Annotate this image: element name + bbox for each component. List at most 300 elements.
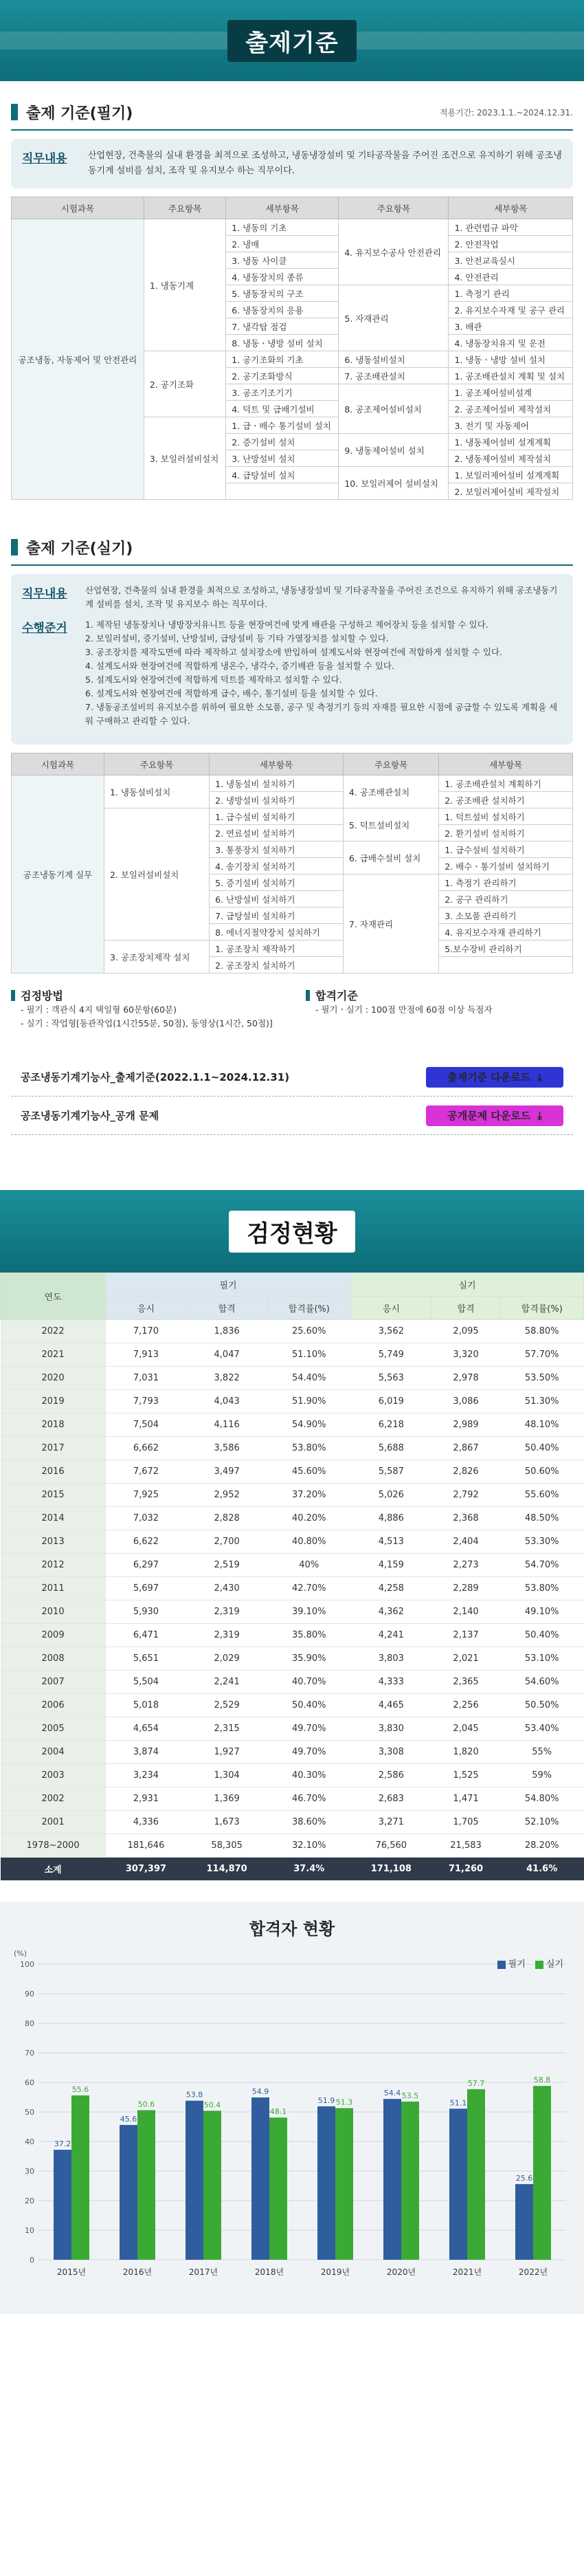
bar bbox=[467, 2089, 485, 2260]
stat-cell: 1,471 bbox=[431, 1787, 500, 1811]
stat-cell: 4,465 bbox=[351, 1694, 432, 1717]
sub-item-cell: 2. 안전작업 bbox=[449, 236, 573, 252]
download-label: 공조냉동기계기능사_공개 문제 bbox=[21, 1110, 159, 1122]
sub-item-cell: 5. 냉동장치의 구조 bbox=[226, 285, 339, 302]
stat-cell: 5,018 bbox=[106, 1694, 187, 1717]
stat-cell: 53.80% bbox=[267, 1437, 351, 1460]
stat-cell: 55.60% bbox=[500, 1484, 584, 1507]
sub-item-cell: 7. 냉각탑 점검 bbox=[226, 318, 339, 335]
stat-cell: 53.80% bbox=[500, 1577, 584, 1600]
stat-cell: 2,095 bbox=[431, 1320, 500, 1343]
banner-title: 출제기준 bbox=[227, 20, 356, 62]
stat-row bbox=[1, 1554, 584, 1577]
stat-cell: 54.90% bbox=[267, 1413, 351, 1437]
stat-cell: 4,336 bbox=[106, 1811, 187, 1834]
stat-cell: 2,273 bbox=[431, 1554, 500, 1577]
stat-cell: 2,952 bbox=[186, 1484, 267, 1507]
written-section-header bbox=[0, 81, 584, 122]
duty-label: 직무내용 bbox=[22, 152, 67, 166]
practical-title: 출제 기준(실기) bbox=[26, 540, 133, 558]
year-cell: 2022 bbox=[1, 1320, 106, 1343]
stat-cell: 4,654 bbox=[106, 1717, 187, 1741]
year-cell: 2009 bbox=[1, 1624, 106, 1647]
bar bbox=[71, 2095, 89, 2260]
main-item-cell: 7. 공조배관설치 bbox=[339, 368, 449, 384]
year-cell: 2019 bbox=[1, 1390, 106, 1413]
stat-row bbox=[1, 1367, 584, 1390]
stat-cell: 4,116 bbox=[186, 1413, 267, 1437]
stat-cell: 7,913 bbox=[106, 1343, 187, 1367]
stat-cell: 2,700 bbox=[186, 1530, 267, 1554]
sub-item-cell: 3. 통풍장치 설치하기 bbox=[210, 841, 344, 858]
main-item-cell: 2. 공기조화 bbox=[144, 351, 225, 417]
stat-row bbox=[1, 1600, 584, 1624]
stat-column-header: 합격 bbox=[186, 1297, 267, 1320]
bar bbox=[120, 2125, 137, 2260]
pass-title: 합격기준 bbox=[315, 989, 358, 1002]
stat-cell: 2,256 bbox=[431, 1694, 500, 1717]
stat-cell: 53.50% bbox=[500, 1367, 584, 1390]
stat-cell: 5,587 bbox=[351, 1460, 432, 1484]
sub-item-cell: 4. 안전관리 bbox=[449, 269, 573, 285]
main-item-cell: 5. 덕트설비설치 bbox=[343, 808, 438, 841]
stat-cell: 2,519 bbox=[186, 1554, 267, 1577]
stat-cell: 2,931 bbox=[106, 1787, 187, 1811]
stat-cell: 2,289 bbox=[431, 1577, 500, 1600]
stat-cell: 1,304 bbox=[186, 1764, 267, 1787]
main-item-cell: 3. 공조장치제작 설치 bbox=[104, 940, 209, 973]
total-label: 소계 bbox=[1, 1858, 106, 1881]
stat-cell: 54.80% bbox=[500, 1787, 584, 1811]
sub-item-cell: 1. 측정기 관리하기 bbox=[439, 874, 573, 891]
stat-cell: 4,333 bbox=[351, 1671, 432, 1694]
download-icon: ⤓ bbox=[537, 1109, 542, 1122]
chart-legend bbox=[497, 1957, 563, 1970]
method-block bbox=[11, 987, 278, 1031]
main-item-cell: 4. 공조배관설치 bbox=[343, 775, 438, 808]
stat-cell: 3,320 bbox=[431, 1343, 500, 1367]
stat-cell: 76,560 bbox=[351, 1834, 432, 1858]
stat-cell: 2,989 bbox=[431, 1413, 500, 1437]
stat-cell: 4,241 bbox=[351, 1624, 432, 1647]
stat-cell: 2,319 bbox=[186, 1624, 267, 1647]
sub-item-cell: 4. 냉동장치유지 및 운전 bbox=[449, 335, 573, 351]
divider bbox=[11, 129, 573, 131]
stat-cell: 4,886 bbox=[351, 1507, 432, 1530]
total-cell: 171,108 bbox=[351, 1858, 432, 1881]
bar bbox=[269, 2117, 287, 2260]
sub-item-cell: 3. 배관 bbox=[449, 318, 573, 335]
year-cell: 2018 bbox=[1, 1413, 106, 1437]
y-tick-label: 20 bbox=[25, 2197, 34, 2205]
sub-item-cell: 1. 급ㆍ배수 통기설비 설치 bbox=[226, 417, 339, 434]
stat-cell: 48.10% bbox=[500, 1413, 584, 1437]
stat-cell: 3,271 bbox=[351, 1811, 432, 1834]
bar bbox=[186, 2101, 203, 2260]
stat-row bbox=[1, 1834, 584, 1858]
total-cell: 307,397 bbox=[106, 1858, 187, 1881]
stat-cell: 28.20% bbox=[500, 1834, 584, 1858]
method-line: - 필기 : 객관식 4지 택일형 60문항(60분) bbox=[21, 1004, 177, 1015]
year-cell: 2008 bbox=[1, 1647, 106, 1671]
stat-cell: 50.60% bbox=[500, 1460, 584, 1484]
sub-item-cell: 2. 공조배관 설치하기 bbox=[439, 792, 573, 808]
year-header: 연도 bbox=[1, 1273, 106, 1320]
total-cell: 37.4% bbox=[267, 1858, 351, 1881]
stat-column-header: 합격률(%) bbox=[500, 1297, 584, 1320]
stat-cell: 3,803 bbox=[351, 1647, 432, 1671]
x-tick-label: 2015년 bbox=[56, 2267, 87, 2277]
y-tick-label: 70 bbox=[25, 2049, 34, 2058]
stat-cell: 1,705 bbox=[431, 1811, 500, 1834]
stat-row bbox=[1, 1413, 584, 1437]
data-label: 50.4 bbox=[203, 2100, 221, 2110]
stat-row bbox=[1, 1460, 584, 1484]
stat-cell: 181,646 bbox=[106, 1834, 187, 1858]
stat-cell: 35.80% bbox=[267, 1624, 351, 1647]
stat-cell: 55% bbox=[500, 1741, 584, 1764]
bar bbox=[317, 2106, 335, 2260]
column-header: 세부항목 bbox=[449, 197, 573, 219]
stat-row bbox=[1, 1484, 584, 1507]
bar bbox=[449, 2109, 467, 2260]
stat-cell: 40% bbox=[267, 1554, 351, 1577]
criteria-item: 2. 보일러설비, 증기설비, 난방설비, 급탕설비 등 기타 가열장치를 설치할 수 있다. bbox=[85, 633, 389, 643]
data-label: 50.6 bbox=[137, 2100, 155, 2109]
main-item-cell: 8. 공조제어설비설치 bbox=[339, 384, 449, 434]
sub-item-cell: 3. 난방설비 설치 bbox=[226, 450, 339, 467]
applied-period: 적용기간: 2023.1.1.~2024.12.31. bbox=[439, 107, 573, 118]
year-cell: 2014 bbox=[1, 1507, 106, 1530]
y-tick-label: 50 bbox=[25, 2108, 34, 2117]
sub-item-cell: 2. 환기설비 설치하기 bbox=[439, 825, 573, 841]
exam-info bbox=[11, 987, 573, 1031]
sub-item-cell: 6. 난방설비 설치하기 bbox=[210, 891, 344, 907]
column-header: 주요항목 bbox=[144, 197, 225, 219]
stat-cell: 2,586 bbox=[351, 1764, 432, 1787]
data-label: 53.8 bbox=[186, 2090, 203, 2100]
stat-cell: 54.40% bbox=[267, 1367, 351, 1390]
practical-info-box bbox=[11, 574, 573, 745]
data-label: 54.4 bbox=[383, 2089, 401, 2098]
download-row bbox=[11, 1058, 573, 1097]
stat-cell: 2,137 bbox=[431, 1624, 500, 1647]
stat-cell: 51.30% bbox=[500, 1390, 584, 1413]
stat-cell: 58.80% bbox=[500, 1320, 584, 1343]
stat-cell: 2,029 bbox=[186, 1647, 267, 1671]
y-tick-label: 60 bbox=[25, 2078, 34, 2087]
sub-item-cell: 2. 공조제어설비 제작설치 bbox=[449, 401, 573, 417]
stat-cell: 2,867 bbox=[431, 1437, 500, 1460]
stat-cell: 53.30% bbox=[500, 1530, 584, 1554]
data-label: 45.6 bbox=[120, 2114, 137, 2124]
sub-item-cell: 7. 급탕설비 설치하기 bbox=[210, 907, 344, 924]
stat-cell: 6,622 bbox=[106, 1530, 187, 1554]
stat-row bbox=[1, 1647, 584, 1671]
y-tick-label: 0 bbox=[30, 2256, 34, 2265]
stat-cell: 7,504 bbox=[106, 1413, 187, 1437]
year-cell: 2010 bbox=[1, 1600, 106, 1624]
sub-item-cell: 2. 연료설비 설치하기 bbox=[210, 825, 344, 841]
sub-item-cell bbox=[226, 483, 339, 500]
criteria-item: 3. 공조장치를 제작도면에 따라 제작하고 설치장소에 반입하여 설계도서와 현장여건에 적합하게 설치할 수 있다. bbox=[85, 647, 502, 657]
stat-row bbox=[1, 1320, 584, 1343]
sub-item-cell: 2. 증기설비 설치 bbox=[226, 434, 339, 450]
stat-row bbox=[1, 1390, 584, 1413]
stat-cell: 3,308 bbox=[351, 1741, 432, 1764]
section-bar bbox=[11, 539, 18, 555]
data-label: 55.6 bbox=[71, 2084, 89, 2094]
data-label: 51.3 bbox=[335, 2098, 353, 2107]
stat-cell: 4,159 bbox=[351, 1554, 432, 1577]
stat-row bbox=[1, 1764, 584, 1787]
bar bbox=[203, 2111, 221, 2260]
stat-cell: 50.40% bbox=[500, 1624, 584, 1647]
stat-cell: 40.70% bbox=[267, 1671, 351, 1694]
sub-item-cell: 1. 공조배관설치 계획 및 설치 bbox=[449, 368, 573, 384]
stat-cell: 2,404 bbox=[431, 1530, 500, 1554]
sub-item-cell: 1. 측정기 관리 bbox=[449, 285, 573, 302]
stat-cell: 49.70% bbox=[267, 1717, 351, 1741]
stat-cell: 6,471 bbox=[106, 1624, 187, 1647]
sub-item-cell: 2. 유지보수자재 및 공구 관리 bbox=[449, 302, 573, 318]
sub-item-cell: 2. 냉매 bbox=[226, 236, 339, 252]
sub-item-cell: 2. 냉방설비 설치하기 bbox=[210, 792, 344, 808]
stat-cell: 3,497 bbox=[186, 1460, 267, 1484]
main-item-cell: 9. 냉동제어설비 설치 bbox=[339, 434, 449, 467]
stat-cell: 40.20% bbox=[267, 1507, 351, 1530]
stat-column-header: 응시 bbox=[106, 1297, 187, 1320]
x-tick-label: 2016년 bbox=[122, 2267, 153, 2277]
stat-cell: 7,793 bbox=[106, 1390, 187, 1413]
bar bbox=[335, 2108, 353, 2260]
download-icon: ⤓ bbox=[537, 1070, 542, 1083]
sub-item-cell: 1. 급수설비 설치하기 bbox=[210, 808, 344, 825]
x-tick-label: 2019년 bbox=[320, 2267, 350, 2277]
stat-cell: 35.90% bbox=[267, 1647, 351, 1671]
practical-section-header bbox=[0, 516, 584, 558]
year-cell: 2017 bbox=[1, 1437, 106, 1460]
criteria-item: 7. 냉동공조설비의 유지보수를 위하여 필요한 소모품, 공구 및 측정기기 등의 자재를 필요한 시점에 공급할 수 있도록 계획을 세워 구매하고 관리할 수 있다. bbox=[85, 702, 558, 726]
stat-cell: 2,241 bbox=[186, 1671, 267, 1694]
x-tick-label: 2017년 bbox=[188, 2267, 218, 2277]
x-tick-label: 2021년 bbox=[452, 2267, 482, 2277]
written-criteria-table bbox=[11, 197, 573, 500]
written-header: 필기 bbox=[106, 1273, 351, 1297]
stat-cell: 6,019 bbox=[351, 1390, 432, 1413]
data-label: 57.7 bbox=[467, 2078, 485, 2088]
sub-item-cell: 1. 냉동ㆍ냉방 설비 설치 bbox=[449, 351, 573, 368]
sub-item-cell: 4. 유지보수자재 관리하기 bbox=[439, 924, 573, 940]
data-label: 48.1 bbox=[269, 2107, 287, 2117]
stat-cell: 50.40% bbox=[500, 1437, 584, 1460]
year-cell: 1978~2000 bbox=[1, 1834, 106, 1858]
duty-text: 산업현장, 건축물의 실내 환경을 최적으로 조성하고, 냉동냉장설비 및 기타공작물을 주어진 조건으로 유지하기 위해 공조냉동기계 설비를 설치, 조작 및 유지보수 하는 직무이다. bbox=[88, 151, 562, 176]
sub-item-cell: 2. 배수ㆍ통기설비 설치하기 bbox=[439, 858, 573, 874]
criteria-item: 6. 설계도서와 현장여건에 적합하게 급수, 배수, 통기설비 등을 설치할 수 있다. bbox=[85, 688, 378, 698]
sub-item-cell bbox=[439, 957, 573, 973]
stat-cell: 3,830 bbox=[351, 1717, 432, 1741]
stat-cell: 40.30% bbox=[267, 1764, 351, 1787]
stat-cell: 5,651 bbox=[106, 1647, 187, 1671]
stat-cell: 3,086 bbox=[431, 1390, 500, 1413]
sub-item-cell: 2. 공조장치 설치하기 bbox=[210, 957, 344, 973]
stat-cell: 3,234 bbox=[106, 1764, 187, 1787]
table-row bbox=[12, 775, 573, 792]
year-cell: 2020 bbox=[1, 1367, 106, 1390]
legend-item: 실기 bbox=[535, 1957, 563, 1970]
stats-banner bbox=[0, 1190, 584, 1273]
column-header: 세부항목 bbox=[226, 197, 339, 219]
stat-cell: 2,430 bbox=[186, 1577, 267, 1600]
x-tick-label: 2020년 bbox=[386, 2267, 416, 2277]
y-tick-label: 10 bbox=[25, 2226, 34, 2235]
main-item-cell: 2. 보일러설비설치 bbox=[104, 808, 209, 940]
stat-cell: 58,305 bbox=[186, 1834, 267, 1858]
written-title: 출제 기준(필기) bbox=[26, 104, 133, 122]
stat-cell: 6,218 bbox=[351, 1413, 432, 1437]
sub-item-cell: 1. 관련법규 파악 bbox=[449, 219, 573, 236]
stat-cell: 4,513 bbox=[351, 1530, 432, 1554]
stat-cell: 7,032 bbox=[106, 1507, 187, 1530]
stat-cell: 42.70% bbox=[267, 1577, 351, 1600]
stat-cell: 46.70% bbox=[267, 1787, 351, 1811]
stats-table bbox=[0, 1273, 584, 1881]
year-cell: 2012 bbox=[1, 1554, 106, 1577]
stat-cell: 3,822 bbox=[186, 1367, 267, 1390]
divider bbox=[11, 564, 573, 566]
sub-item-cell: 5. 증기설비 설치하기 bbox=[210, 874, 344, 891]
sub-item-cell: 4. 덕트 및 급배기설비 bbox=[226, 401, 339, 417]
stat-cell: 59% bbox=[500, 1764, 584, 1787]
download-label: 공조냉동기계기능사_출제기준(2022.1.1~2024.12.31) bbox=[21, 1071, 290, 1083]
pass-line: - 필기ㆍ실기 : 100점 만점에 60점 이상 득점자 bbox=[315, 1004, 493, 1015]
practical-header: 실기 bbox=[351, 1273, 584, 1297]
stat-column-header: 합격률(%) bbox=[267, 1297, 351, 1320]
stat-cell: 40.80% bbox=[267, 1530, 351, 1554]
stat-cell: 4,258 bbox=[351, 1577, 432, 1600]
stat-cell: 7,170 bbox=[106, 1320, 187, 1343]
y-tick-label: 40 bbox=[25, 2137, 34, 2146]
criteria-item: 4. 설계도서와 현장여건에 적합하게 냉온수, 냉각수, 증기배관 등을 설치할 수 있다. bbox=[85, 661, 394, 671]
bar bbox=[401, 2102, 419, 2260]
sub-item-cell: 1. 덕트설비 설치하기 bbox=[439, 808, 573, 825]
data-label: 51.1 bbox=[449, 2098, 467, 2108]
sub-item-cell: 1. 냉동설비 설치하기 bbox=[210, 775, 344, 792]
sub-item-cell: 3. 공조기조기기 bbox=[226, 384, 339, 401]
sub-item-cell: 1. 공조제어설비설계 bbox=[449, 384, 573, 401]
stat-cell: 1,836 bbox=[186, 1320, 267, 1343]
pass-chart bbox=[0, 1902, 584, 2314]
sub-item-cell: 3. 안전교육실시 bbox=[449, 252, 573, 269]
sub-item-cell: 4. 냉동장치의 종류 bbox=[226, 269, 339, 285]
criteria-item: 1. 제작된 냉동장치나 냉방장치유니트 등을 현장여건에 맞게 배관을 구성하고 제어장치 등을 설치할 수 있다. bbox=[85, 619, 488, 630]
bar bbox=[383, 2099, 401, 2260]
stat-cell: 2,045 bbox=[431, 1717, 500, 1741]
sub-item-cell: 8. 에너지절약장치 설치하기 bbox=[210, 924, 344, 940]
subject-cell: 공조냉동, 자동제어 및 안전관리 bbox=[12, 219, 144, 500]
stat-row bbox=[1, 1811, 584, 1834]
stat-cell: 7,925 bbox=[106, 1484, 187, 1507]
stat-cell: 7,031 bbox=[106, 1367, 187, 1390]
stats-title: 검정현황 bbox=[229, 1211, 355, 1253]
stat-cell: 5,504 bbox=[106, 1671, 187, 1694]
stat-cell: 51.10% bbox=[267, 1343, 351, 1367]
sub-item-cell: 2. 공구 관리하기 bbox=[439, 891, 573, 907]
stat-cell: 37.20% bbox=[267, 1484, 351, 1507]
y-tick-label: 30 bbox=[25, 2167, 34, 2176]
criteria-list bbox=[85, 618, 562, 728]
header-banner bbox=[0, 0, 584, 81]
questions-download-button[interactable]: 공개문제 다운로드 ⤓ bbox=[426, 1105, 563, 1126]
total-row bbox=[1, 1858, 584, 1881]
stat-cell: 53.10% bbox=[500, 1647, 584, 1671]
stat-cell: 49.70% bbox=[267, 1741, 351, 1764]
stat-cell: 32.10% bbox=[267, 1834, 351, 1858]
pass-block bbox=[306, 987, 573, 1031]
y-tick-label: 90 bbox=[25, 1990, 34, 1999]
sub-item-cell: 3. 냉동 사이클 bbox=[226, 252, 339, 269]
year-cell: 2016 bbox=[1, 1460, 106, 1484]
total-cell: 71,260 bbox=[431, 1858, 500, 1881]
duty-text: 산업현장, 건축물의 실내 환경을 최적으로 조성하고, 냉동냉장설비 및 기타공작물을 주어진 조건으로 유지하기 위해 공조냉동기계 설비를 설치, 조작 및 유지보수 하는 직무이다. bbox=[85, 585, 558, 609]
stat-cell: 3,586 bbox=[186, 1437, 267, 1460]
chart-title: 합격자 현황 bbox=[249, 1919, 335, 1939]
main-item-cell: 1. 냉동기계 bbox=[144, 219, 225, 351]
method-title: 검정방법 bbox=[21, 989, 63, 1002]
stat-cell: 2,826 bbox=[431, 1460, 500, 1484]
stat-cell: 6,297 bbox=[106, 1554, 187, 1577]
x-tick-label: 2022년 bbox=[518, 2267, 548, 2277]
data-label: 54.9 bbox=[251, 2087, 269, 2096]
stat-column-header: 응시 bbox=[351, 1297, 432, 1320]
bar bbox=[533, 2086, 551, 2260]
year-cell: 2013 bbox=[1, 1530, 106, 1554]
bar bbox=[251, 2098, 269, 2260]
sub-item-cell: 1. 냉동의 기초 bbox=[226, 219, 339, 236]
stat-cell: 1,369 bbox=[186, 1787, 267, 1811]
column-header: 세부항목 bbox=[439, 753, 573, 775]
stat-cell: 25.60% bbox=[267, 1320, 351, 1343]
stat-cell: 54.70% bbox=[500, 1554, 584, 1577]
main-item-cell: 4. 유지보수공사 안전관리 bbox=[339, 219, 449, 285]
y-tick-label: 100 bbox=[20, 1960, 34, 1969]
stat-cell: 3,874 bbox=[106, 1741, 187, 1764]
sub-item-cell: 4. 급탕설비 설치 bbox=[226, 467, 339, 483]
stat-cell: 1,820 bbox=[431, 1741, 500, 1764]
main-item-cell: 5. 자재관리 bbox=[339, 285, 449, 351]
stat-cell: 4,047 bbox=[186, 1343, 267, 1367]
stat-cell: 2,319 bbox=[186, 1600, 267, 1624]
sub-item-cell: 1. 공기조화의 기초 bbox=[226, 351, 339, 368]
sub-item-cell: 5.보수장비 관리하기 bbox=[439, 940, 573, 957]
stat-cell: 5,930 bbox=[106, 1600, 187, 1624]
column-header: 세부항목 bbox=[210, 753, 344, 775]
stat-cell: 2,140 bbox=[431, 1600, 500, 1624]
stat-cell: 49.10% bbox=[500, 1600, 584, 1624]
criteria-download-button[interactable]: 출제기준 다운로드 ⤓ bbox=[426, 1067, 563, 1088]
stat-cell: 1,525 bbox=[431, 1764, 500, 1787]
year-cell: 2001 bbox=[1, 1811, 106, 1834]
sub-item-cell: 1. 급수설비 설치하기 bbox=[439, 841, 573, 858]
stat-cell: 2,828 bbox=[186, 1507, 267, 1530]
y-axis-unit: (%) bbox=[14, 1949, 27, 1958]
stat-cell: 5,697 bbox=[106, 1577, 187, 1600]
stat-cell: 2,683 bbox=[351, 1787, 432, 1811]
table-row bbox=[12, 219, 573, 236]
column-header: 시험과목 bbox=[12, 753, 104, 775]
stat-cell: 53.40% bbox=[500, 1717, 584, 1741]
